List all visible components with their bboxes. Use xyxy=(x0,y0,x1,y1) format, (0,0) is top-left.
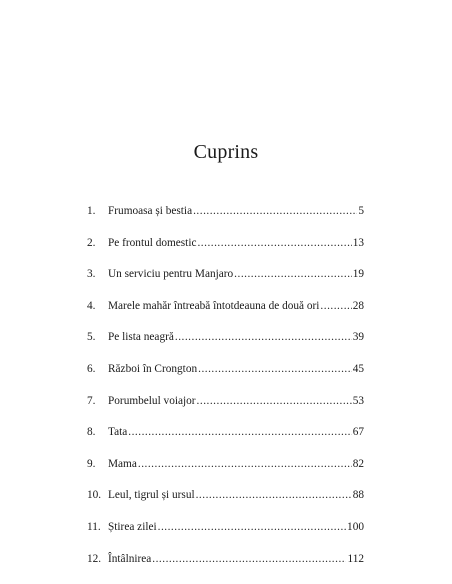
toc-entry-page: 19 xyxy=(352,268,364,281)
toc-entry xyxy=(87,362,364,377)
toc-dot-leader xyxy=(152,552,346,567)
toc-entry-number: 12. xyxy=(87,552,102,565)
toc-entry-page: 39 xyxy=(352,331,364,344)
toc-dot-leader xyxy=(196,488,352,503)
toc-entry-number: 3. xyxy=(87,268,96,281)
toc-entry-page: 5 xyxy=(358,205,364,217)
toc-entry-title: Întâlnirea xyxy=(108,552,152,565)
toc-dot-leader xyxy=(197,236,351,251)
toc-entry-number: 5. xyxy=(87,331,96,344)
toc-entry-title: Marele mahăr întreabă întotdeauna de două ori xyxy=(108,299,320,312)
toc-entry-title: Leul, tigrul și ursul xyxy=(108,489,195,502)
toc-entry-title: Tata xyxy=(108,426,128,439)
toc-entry-page: 88 xyxy=(352,489,364,502)
toc-entry-number: 8. xyxy=(87,426,96,439)
toc-dot-leader xyxy=(197,394,352,409)
toc-entry-title: Știrea zilei xyxy=(108,520,157,533)
toc-entry xyxy=(87,204,364,219)
toc-entry xyxy=(87,330,364,345)
toc-dot-leader xyxy=(138,457,352,472)
toc-entry-number: 2. xyxy=(87,236,96,249)
toc-entry xyxy=(87,488,364,503)
toc-dot-leader xyxy=(198,362,352,377)
toc-entry-page: 112 xyxy=(347,552,364,565)
toc-dot-leader xyxy=(128,425,351,440)
toc-entry-number: 11. xyxy=(87,520,101,533)
table-of-contents xyxy=(87,204,364,583)
toc-entry xyxy=(87,236,364,251)
toc-entry-page: 67 xyxy=(352,426,364,439)
toc-entry xyxy=(87,394,364,409)
toc-entry xyxy=(87,299,364,314)
toc-entry-title: Un serviciu pentru Manjaro xyxy=(108,268,234,281)
toc-entry-number: 6. xyxy=(87,362,96,375)
toc-entry-page: 45 xyxy=(352,362,364,375)
toc-entry-page: 13 xyxy=(352,236,364,249)
toc-entry-title: Război în Crongton xyxy=(108,362,198,375)
toc-entry-number: 9. xyxy=(87,457,96,470)
toc-entry-title: Porumbelul voiajor xyxy=(108,394,196,407)
toc-entry xyxy=(87,552,364,567)
toc-entry-page: 53 xyxy=(352,394,364,407)
toc-entry-title: Mama xyxy=(108,457,137,470)
toc-entry-title: Frumoasa și bestia xyxy=(108,205,193,217)
toc-entry-number: 4. xyxy=(87,299,96,312)
toc-entry xyxy=(87,457,364,472)
toc-dot-leader xyxy=(175,330,352,345)
toc-entry-title: Pe frontul domestic xyxy=(108,236,197,249)
toc-dot-leader xyxy=(320,299,351,314)
toc-entry-number: 1. xyxy=(87,205,96,217)
toc-entry-title: Pe lista neagră xyxy=(108,331,174,344)
toc-entry-page: 28 xyxy=(352,299,364,312)
toc-entry-page: 100 xyxy=(347,520,364,533)
toc-entry xyxy=(87,520,364,535)
toc-dot-leader xyxy=(234,267,352,282)
toc-entry xyxy=(87,267,364,282)
toc-entry-number: 10. xyxy=(87,489,102,502)
toc-dot-leader xyxy=(193,204,357,219)
toc-entry-page: 82 xyxy=(352,457,364,470)
toc-entry-number: 7. xyxy=(87,394,96,407)
toc-entry xyxy=(87,425,364,440)
toc-dot-leader xyxy=(158,520,346,535)
page-title: Cuprins xyxy=(193,141,259,163)
